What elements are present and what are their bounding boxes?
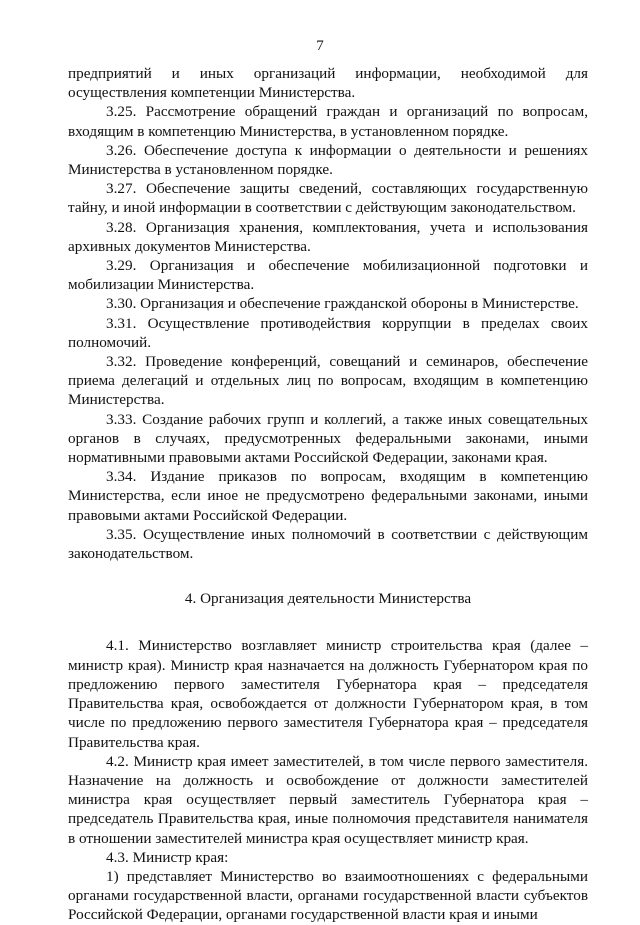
paragraph-continuation: предприятий и иных организаций информации, необходимой для осуществления компетенции Министерства. xyxy=(68,65,588,102)
paragraph-3-34: 3.34. Издание приказов по вопросам, входящим в компетенцию Министерства, если иное не предусмотрено федеральными законами, иными правовыми актами Российской Федерации. xyxy=(68,468,588,524)
paragraph-3-29: 3.29. Организация и обеспечение мобилизационной подготовки и мобилизации Министерства. xyxy=(68,257,588,294)
paragraph-4-1: 4.1. Министерство возглавляет министр строительства края (далее – министр края). Министр края назначается на должность Губернатором края по предложению первого заместителя Губернатора края – председателя Правительства края, освобождается от должности Губернатором края, в том числе по предложению первого заместителя Губернатора края – председателя Правительства края. xyxy=(68,637,588,751)
paragraph-3-28: 3.28. Организация хранения, комплектования, учета и использования архивных документов Министерства. xyxy=(68,218,588,255)
paragraph-3-33: 3.33. Создание рабочих групп и коллегий, а также иных совещательных органов в случаях, предусмотренных федеральными законами, иными нормативными правовыми актами Российской Федерации, законами края. xyxy=(68,410,588,467)
paragraph-4-2: 4.2. Министр края имеет заместителей, в том числе первого заместителя. Назначение на должность и освобождение от должности заместителей министра края осуществляет первый заместитель Губернатора края – председатель Правительства края, иные полномочия представителя нанимателя в отношении заместителей министра края осуществляет министр края. xyxy=(68,752,588,847)
paragraph-3-27: 3.27. Обеспечение защиты сведений, составляющих государственную тайну, и иной информации в соответствии с действующим законодательством. xyxy=(68,180,588,217)
paragraph-3-25: 3.25. Рассмотрение обращений граждан и организаций по вопросам, входящим в компетенцию Министерства, в установленном порядке. xyxy=(68,103,588,140)
paragraph-3-32: 3.32. Проведение конференций, совещаний и семинаров, обеспечение приема делегаций и отдельных лиц по вопросам, входящим в компетенцию Министерства. xyxy=(68,353,588,409)
section-heading: 4. Организация деятельности Министерства xyxy=(184,590,472,608)
paragraph-3-31: 3.31. Осуществление противодействия коррупции в пределах своих полномочий. xyxy=(68,314,588,351)
paragraph-3-26: 3.26. Обеспечение доступа к информации о деятельности и решениях Министерства в установленном порядке. xyxy=(68,141,588,179)
document-body xyxy=(68,64,588,925)
paragraph-4-3-1: 1) представляет Министерство во взаимоотношениях с федеральными органами государственной власти, органами государственной власти субъектов Российской Федерации, органами государственной власти края и иными xyxy=(68,867,588,924)
page-number: 7 xyxy=(316,38,324,54)
paragraph-4-3: 4.3. Министр края: xyxy=(106,848,229,866)
paragraph-3-35: 3.35. Осуществление иных полномочий в соответствии с действующим законодательством. xyxy=(68,525,588,563)
paragraph-3-30: 3.30. Организация и обеспечение гражданской обороны в Министерстве. xyxy=(106,295,579,313)
